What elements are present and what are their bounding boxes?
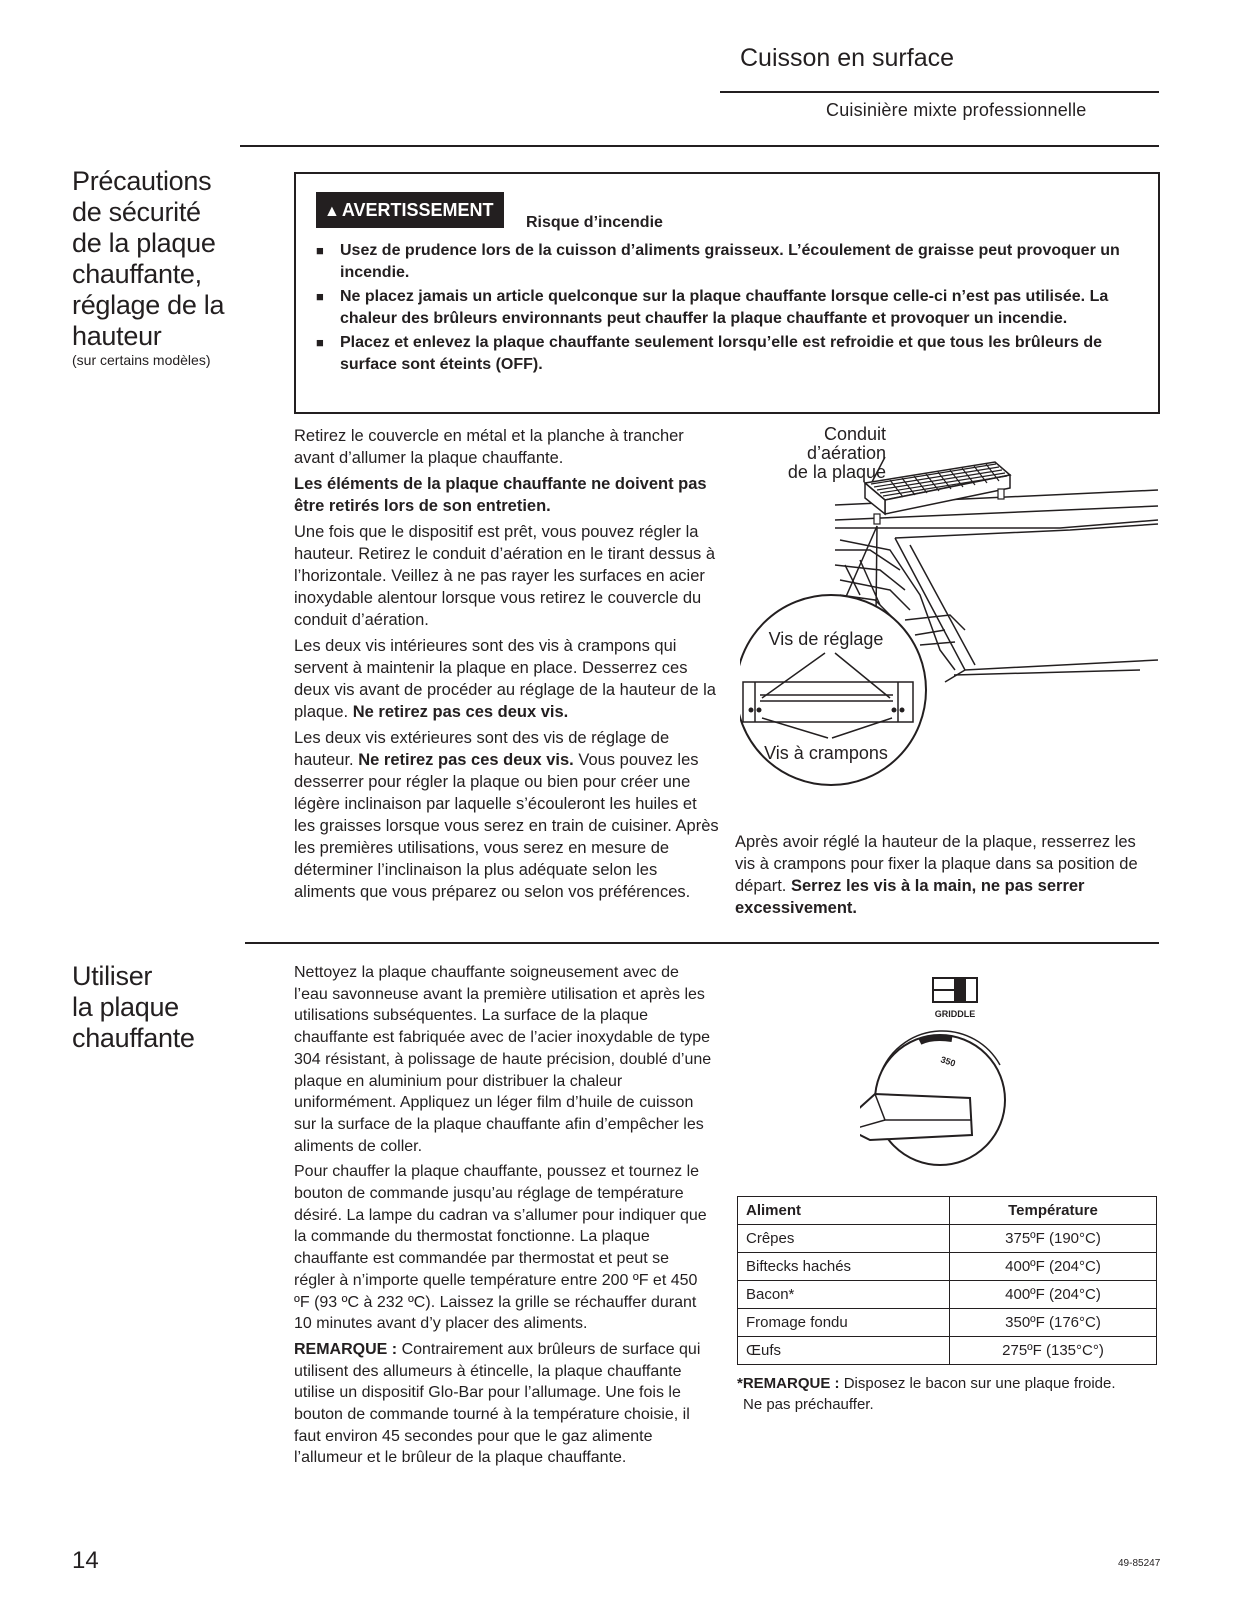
table-note-bold: *REMARQUE :	[737, 1375, 840, 1392]
table-row	[738, 1253, 1157, 1281]
warning-badge-label: AVERTISSEMENT	[341, 200, 494, 220]
section2-title-line: Utiliser	[72, 961, 153, 991]
section2-paragraph: Contrairement aux brûleurs de surface qui utilisent des allumeurs à étincelle, la plaque chauffante utilise un dispositif Glo-Bar pour l’allumage. Une fois le bouton de commande tourné à la température choisie, il faut environ 45 secondes pour que le gaz alimente l’allumeur et le brûleur de la plaque chauffante.	[294, 1340, 701, 1467]
diagram-label-vent: Conduit	[823, 424, 886, 444]
section1-title	[72, 166, 224, 368]
section1-after-bold: Serrez les vis à la main, ne pas serrer excessivement.	[735, 877, 1085, 917]
table-cell: 400ºF (204°C)	[950, 1281, 1157, 1309]
table-row	[738, 1337, 1157, 1365]
table-row	[738, 1309, 1157, 1337]
header-divider	[720, 91, 1159, 93]
table-header: Aliment	[738, 1197, 950, 1225]
griddle-symbol-icon	[933, 978, 977, 1002]
table-cell: Crêpes	[738, 1225, 950, 1253]
table-cell: 350ºF (176°C)	[950, 1309, 1157, 1337]
griddle-knob-illustration	[860, 970, 1050, 1175]
table-note-text: Disposez le bacon sur une plaque froide.	[843, 1375, 1116, 1392]
section2-paragraph: Nettoyez la plaque chauffante soigneusement avec de l’eau savonneuse avant la première utilisation et après les utilisations subséquentes. La surface de la plaque chauffante est fabriquée avec de l’acier inoxydable de type 304 résistant, à polissage de haute précision, doublé d’une plaque en aluminium pour distribuer la chaleur uniformément. Appliquez un léger film d’huile de cuisson sur la surface de la plaque chauffante afin d’empêcher les aliments de coller.	[294, 964, 712, 1155]
section1-body	[294, 425, 720, 907]
warning-badge	[316, 192, 504, 228]
section2-paragraph: Pour chauffer la plaque chauffante, poussez et tournez le bouton de commande jusqu’au réglage de température désiré. La lampe du cadran va s’allumer pour indiquer que la commande du thermostat fonctionne. La plaque chauffante est commandée par thermostat et peut se régler à n’importe quelle température entre 200 ºF et 450 ºF (93 ºC à 232 ºC). Laissez la grille se réchauffer durant 10 minutes avant d’y placer des aliments.	[294, 1163, 707, 1333]
document-number: 49-85247	[1118, 1558, 1161, 1569]
diagram-label-vent: d’aération	[806, 443, 886, 463]
section2-body	[294, 962, 714, 1473]
header-subtitle: Cuisinière mixte professionnelle	[826, 100, 1087, 120]
table-header: Température	[950, 1197, 1157, 1225]
table-cell: 375ºF (190°C)	[950, 1225, 1157, 1253]
header-title: Cuisson en surface	[740, 44, 955, 72]
section1-after-paragraph: Après avoir réglé la hauteur de la plaque, resserrez les vis à crampons pour fixer la plaque dans sa position de départ.	[735, 833, 1138, 895]
griddle-label: GRIDDLE	[934, 1009, 976, 1019]
section2-title-line: chauffante	[72, 1023, 195, 1053]
table-row	[738, 1281, 1157, 1309]
griddle-vent-diagram	[740, 420, 1160, 820]
table-cell: Œufs	[738, 1337, 950, 1365]
table-note	[737, 1373, 1162, 1415]
warning-item: ■ Usez de prudence lors de la cuisson d’aliments graisseux. L’écoulement de graisse peut provoquer un incendie.	[316, 240, 1146, 284]
section1-after-text	[735, 831, 1157, 919]
section1-paragraph-bold: Ne retirez pas ces deux vis.	[358, 751, 574, 769]
dial-mark: 350	[939, 1054, 957, 1069]
section2-paragraph-bold: REMARQUE :	[294, 1340, 398, 1358]
section2-title	[72, 961, 195, 1054]
warning-item: ■ Placez et enlevez la plaque chauffante seulement lorsqu’elle est refroidie et que tous les brûleurs de surface sont éteints (OFF).	[316, 332, 1146, 376]
warning-box	[294, 172, 1160, 414]
section1-paragraph: Les deux vis intérieures sont des vis à crampons qui servent à maintenir la plaque en place. Desserrez ces deux vis avant de procéder au réglage de la hauteur de la plaque.	[294, 637, 716, 721]
diagram-label-vent: de la plaque	[787, 462, 886, 482]
temperature-table-wrap	[737, 1196, 1157, 1365]
section2-title-line: la plaque	[72, 992, 179, 1022]
warning-triangle-icon: ▲	[324, 203, 340, 220]
section-divider-middle	[245, 942, 1159, 944]
temperature-table	[737, 1196, 1157, 1365]
section1-paragraph: Les deux vis extérieures sont des vis de réglage de hauteur.	[294, 729, 670, 769]
table-row	[738, 1225, 1157, 1253]
warning-item: ■ Ne placez jamais un article quelconque sur la plaque chauffante lorsque celle-ci n’est pas utilisée. La chaleur des brûleurs environnants peut chauffer la plaque chauffante et provoquer un incendie.	[316, 286, 1146, 330]
table-cell: 400ºF (204°C)	[950, 1253, 1157, 1281]
section1-title-line: de sécurité	[72, 197, 201, 227]
section1-title-line: hauteur	[72, 321, 162, 351]
diagram-label-adjust-screws: Vis de réglage	[768, 629, 884, 649]
section1-paragraph: Une fois que le dispositif est prêt, vous pouvez régler la hauteur. Retirez le conduit d’aération en le tirant dessus à l’horizontale. Veillez à ne pas rayer les surfaces en acier inoxydable alentour lorsque vous retirez le couvercle du conduit d’aération.	[294, 523, 716, 629]
section-divider-top	[240, 145, 1159, 147]
section1-title-line: réglage de la	[72, 290, 225, 320]
diagram-label-clamp-screws: Vis à crampons	[764, 743, 888, 763]
section1-title-line: de la plaque	[72, 228, 216, 258]
section1-title-line: Précautions	[72, 166, 212, 196]
table-cell: 275ºF (135°C°)	[950, 1337, 1157, 1365]
section1-paragraph: Retirez le couvercle en métal et la planche à trancher avant d’allumer la plaque chauffante.	[294, 427, 684, 467]
section1-title-line: chauffante,	[72, 259, 202, 289]
page-number: 14	[72, 1547, 99, 1574]
table-cell: Fromage fondu	[738, 1309, 950, 1337]
table-note-text: Ne pas préchauffer.	[743, 1396, 874, 1413]
knob-handle	[860, 1094, 972, 1140]
vent-cover-icon	[865, 462, 1010, 524]
section1-note: (sur certains modèles)	[72, 352, 211, 368]
table-cell: Bacon*	[738, 1281, 950, 1309]
section1-paragraph: Vous pouvez les desserrer pour régler la plaque ou bien pour créer une légère inclinaison par laquelle s’écouleront les huiles et les graisses lorsque vous serez en train de cuisiner. Après les premières utilisations, vous serez en mesure de déterminer l’inclinaison la plus adéquate selon les aliments que vous préparez ou selon vos préférences.	[294, 751, 719, 901]
warning-risk: Risque d’incendie	[526, 214, 663, 231]
section1-paragraph-bold: Ne retirez pas ces deux vis.	[352, 703, 569, 721]
warning-list	[316, 240, 1146, 378]
section1-paragraph-bold: Les éléments de la plaque chauffante ne doivent pas être retirés lors de son entretien.	[294, 475, 707, 515]
table-cell: Biftecks hachés	[738, 1253, 950, 1281]
